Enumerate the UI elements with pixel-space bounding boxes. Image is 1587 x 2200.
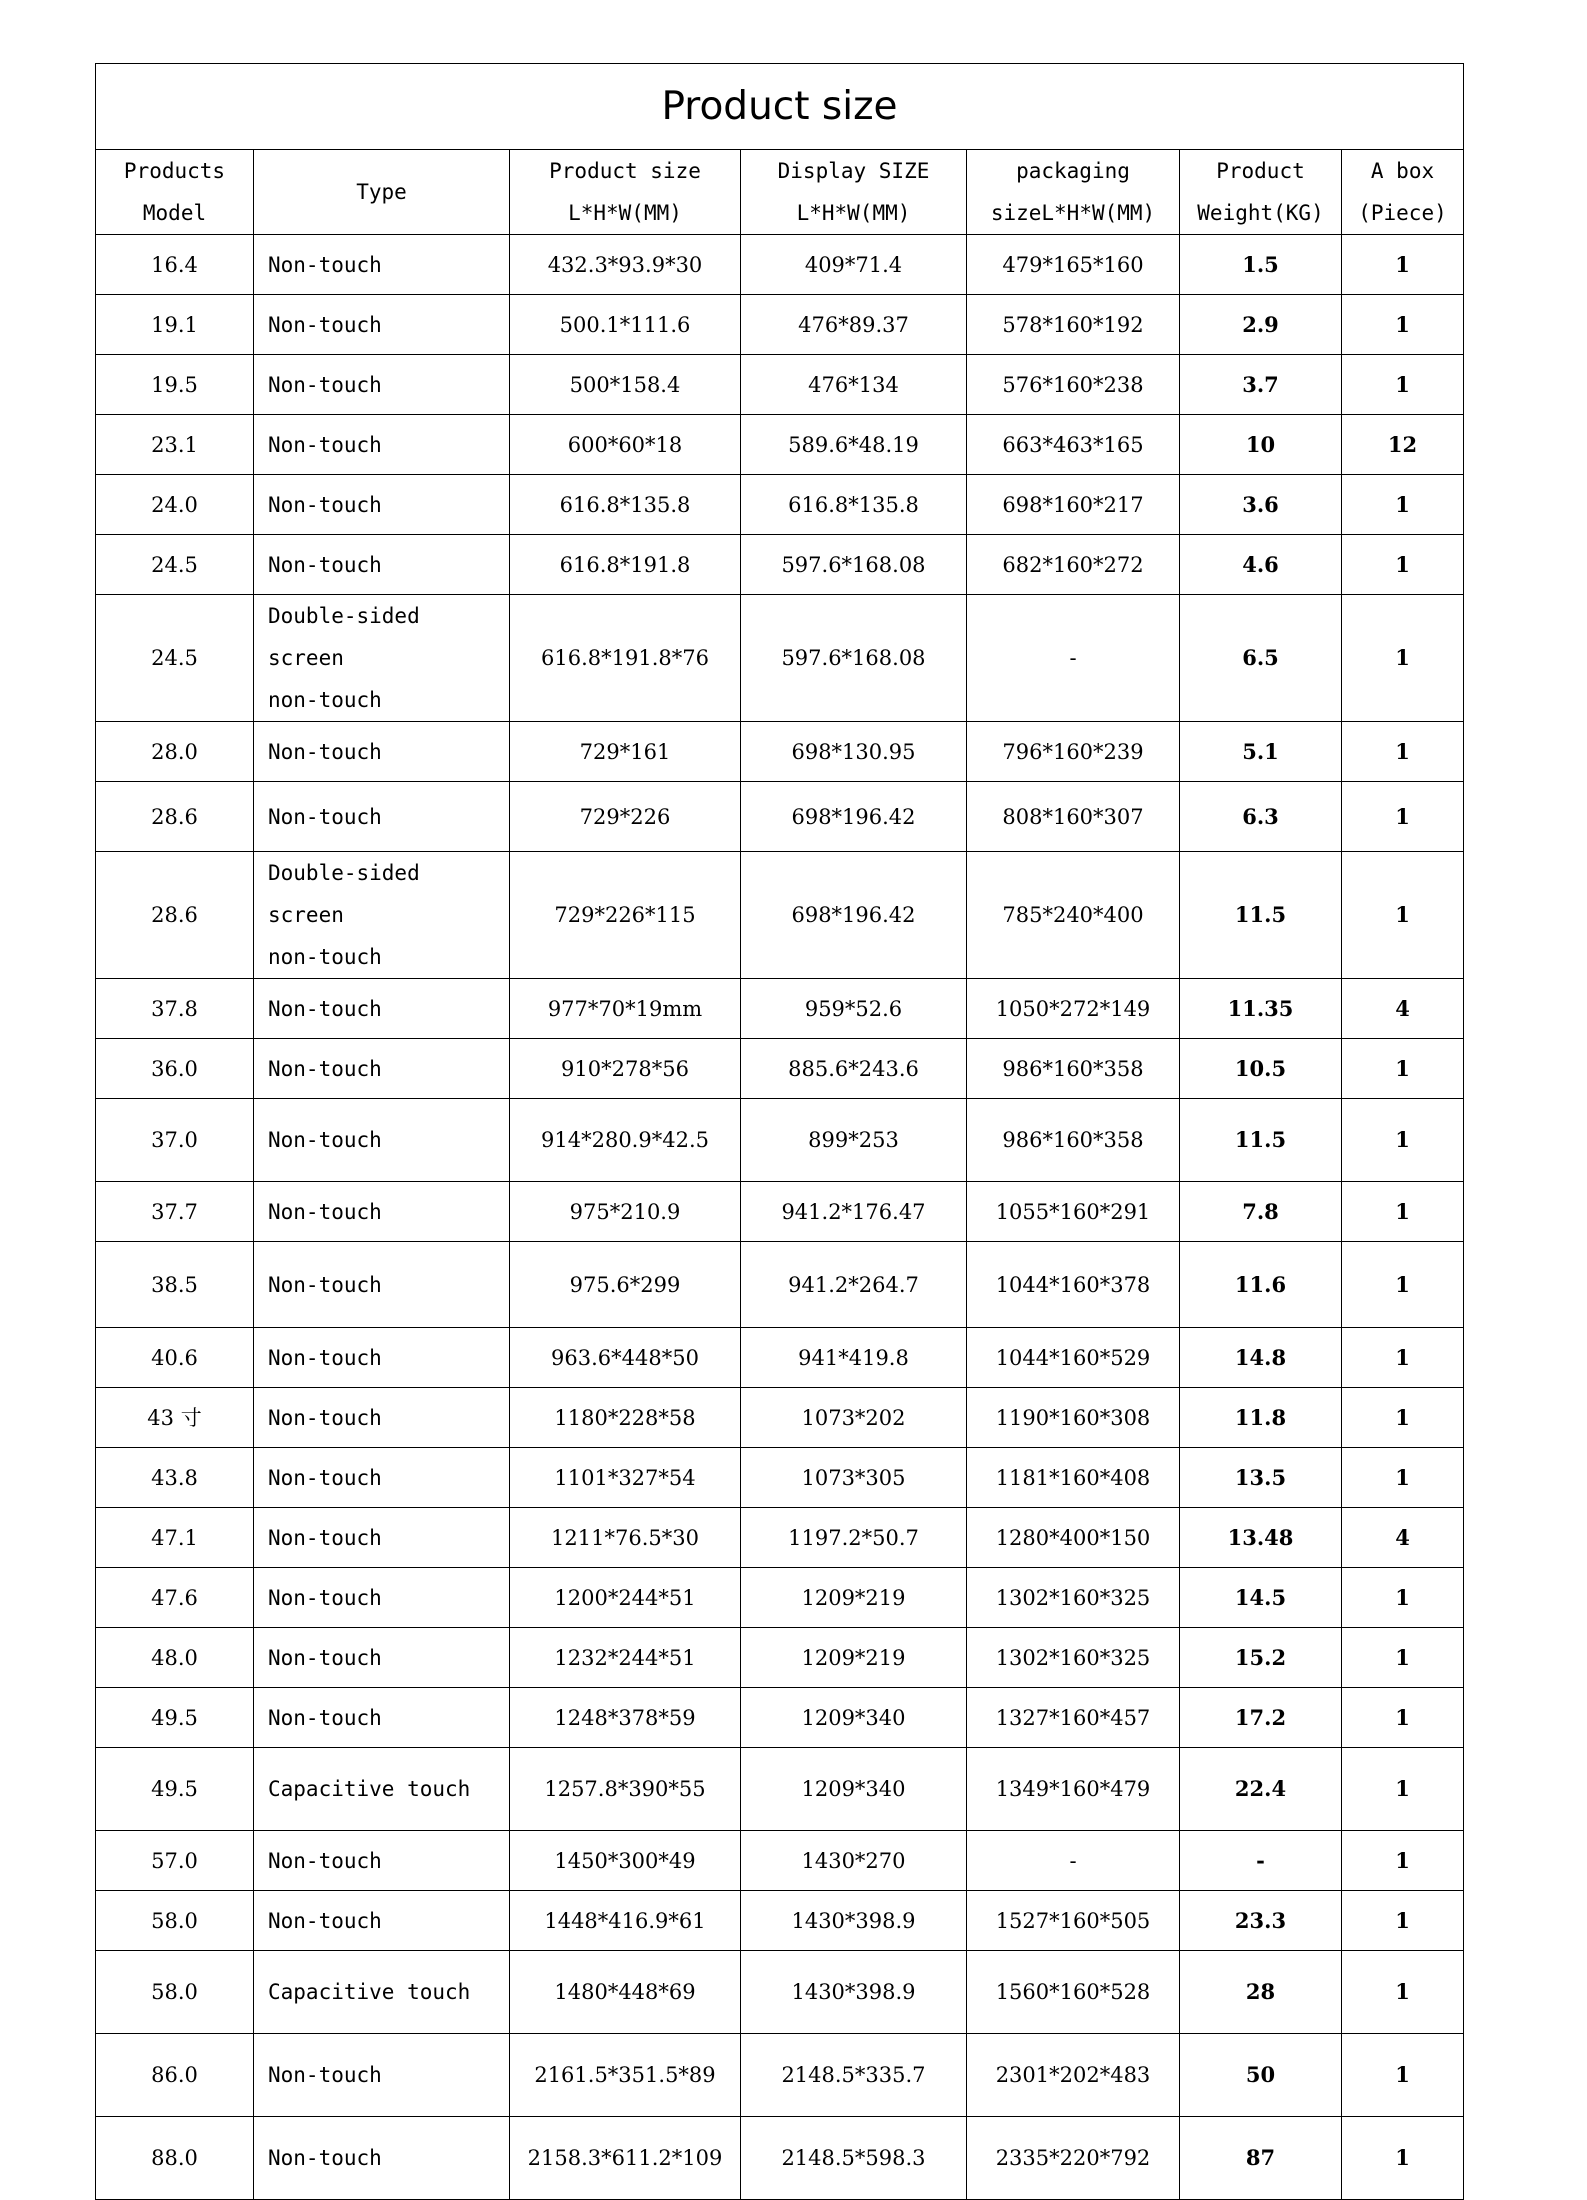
header-type-line1: Type (356, 180, 407, 204)
cell-model: 43 寸 (96, 1388, 254, 1448)
cell-type (254, 535, 510, 595)
header-box-line1: A box (1370, 159, 1435, 183)
table-row (96, 1628, 1464, 1688)
cell-model: 36.0 (96, 1039, 254, 1099)
table-row (96, 1748, 1464, 1831)
cell-packaging: 986*160*358 (967, 1039, 1180, 1099)
header-product-size-line1: Product size (549, 159, 701, 183)
cell-packaging: 796*160*239 (967, 722, 1180, 782)
cell-packaging: 698*160*217 (967, 475, 1180, 535)
cell-type (254, 1951, 510, 2034)
cell-weight: 4.6 (1180, 535, 1342, 595)
cell-product-size: 1448*416.9*61 (510, 1891, 741, 1951)
cell-model: 58.0 (96, 1951, 254, 2034)
cell-display-size: 698*196.42 (741, 782, 967, 852)
cell-box: 1 (1342, 1448, 1464, 1508)
cell-display-size: 1209*340 (741, 1748, 967, 1831)
cell-type (254, 979, 510, 1039)
cell-type (254, 1182, 510, 1242)
cell-display-size: 941.2*264.7 (741, 1242, 967, 1328)
cell-weight: 15.2 (1180, 1628, 1342, 1688)
cell-weight: 23.3 (1180, 1891, 1342, 1951)
cell-type (254, 1748, 510, 1831)
cell-type-line: Non-touch (268, 492, 382, 517)
cell-product-size: 975.6*299 (510, 1242, 741, 1328)
cell-weight: 5.1 (1180, 722, 1342, 782)
table-row (96, 355, 1464, 415)
cell-display-size: 409*71.4 (741, 235, 967, 295)
header-row (96, 150, 1464, 235)
cell-display-size: 698*130.95 (741, 722, 967, 782)
cell-type (254, 1242, 510, 1328)
cell-type (254, 1099, 510, 1182)
cell-model: 24.5 (96, 595, 254, 722)
cell-box: 1 (1342, 1688, 1464, 1748)
header-box (1342, 150, 1464, 235)
cell-weight: 2.9 (1180, 295, 1342, 355)
cell-weight: 11.5 (1180, 852, 1342, 979)
cell-product-size: 1480*448*69 (510, 1951, 741, 2034)
table-row (96, 2117, 1464, 2200)
cell-packaging: 1190*160*308 (967, 1388, 1180, 1448)
cell-product-size: 975*210.9 (510, 1182, 741, 1242)
cell-model: 48.0 (96, 1628, 254, 1688)
cell-weight: 3.7 (1180, 355, 1342, 415)
cell-packaging: 1302*160*325 (967, 1568, 1180, 1628)
cell-type-line: Capacitive touch (268, 1980, 471, 2004)
cell-packaging: 1349*160*479 (967, 1748, 1180, 1831)
cell-model: 58.0 (96, 1891, 254, 1951)
cell-weight: 6.3 (1180, 782, 1342, 852)
cell-packaging: 1280*400*150 (967, 1508, 1180, 1568)
cell-box: 1 (1342, 235, 1464, 295)
cell-packaging: 1327*160*457 (967, 1688, 1180, 1748)
cell-weight: 13.5 (1180, 1448, 1342, 1508)
cell-type-line: Non-touch (268, 1272, 382, 1297)
cell-type-line: Non-touch (268, 2063, 382, 2087)
cell-box: 12 (1342, 415, 1464, 475)
cell-box: 1 (1342, 1182, 1464, 1242)
table-row (96, 1831, 1464, 1891)
table-row (96, 1891, 1464, 1951)
cell-model: 24.5 (96, 535, 254, 595)
cell-type-line: Non-touch (268, 1645, 382, 1670)
cell-packaging: 986*160*358 (967, 1099, 1180, 1182)
cell-type (254, 1688, 510, 1748)
cell-weight: 14.5 (1180, 1568, 1342, 1628)
cell-model: 57.0 (96, 1831, 254, 1891)
cell-product-size: 1450*300*49 (510, 1831, 741, 1891)
cell-type-line: Non-touch (268, 1585, 382, 1610)
header-model-line2: Model (142, 201, 207, 225)
cell-box: 1 (1342, 1831, 1464, 1891)
cell-weight: 11.35 (1180, 979, 1342, 1039)
cell-packaging: 1302*160*325 (967, 1628, 1180, 1688)
cell-type (254, 1508, 510, 1568)
cell-type (254, 295, 510, 355)
header-model-line1: Products (123, 159, 226, 183)
cell-box: 1 (1342, 1242, 1464, 1328)
cell-type-line: non-touch (268, 688, 382, 712)
cell-packaging: 682*160*272 (967, 535, 1180, 595)
cell-type-line: Non-touch (268, 739, 382, 764)
cell-display-size: 1073*305 (741, 1448, 967, 1508)
cell-type-line: Double-sided screen (268, 861, 420, 927)
cell-display-size: 476*134 (741, 355, 967, 415)
cell-weight: 3.6 (1180, 475, 1342, 535)
cell-type (254, 1568, 510, 1628)
cell-model: 16.4 (96, 235, 254, 295)
cell-model: 37.0 (96, 1099, 254, 1182)
table-row (96, 535, 1464, 595)
cell-packaging: 785*240*400 (967, 852, 1180, 979)
cell-product-size: 1211*76.5*30 (510, 1508, 741, 1568)
table-row (96, 1508, 1464, 1568)
cell-weight: 17.2 (1180, 1688, 1342, 1748)
cell-type-line: Non-touch (268, 1465, 382, 1490)
table-row (96, 1688, 1464, 1748)
cell-type-line: Non-touch (268, 552, 382, 577)
cell-packaging: 1044*160*378 (967, 1242, 1180, 1328)
cell-product-size: 910*278*56 (510, 1039, 741, 1099)
cell-weight: 13.48 (1180, 1508, 1342, 1568)
cell-packaging: - (967, 595, 1180, 722)
cell-display-size: 1209*219 (741, 1628, 967, 1688)
cell-box: 1 (1342, 1328, 1464, 1388)
cell-type (254, 595, 510, 722)
cell-type-line: Non-touch (268, 1128, 382, 1152)
cell-packaging: 1560*160*528 (967, 1951, 1180, 2034)
cell-type-line: Non-touch (268, 1199, 382, 1224)
cell-box: 1 (1342, 1951, 1464, 2034)
cell-weight: 22.4 (1180, 1748, 1342, 1831)
cell-product-size: 2161.5*351.5*89 (510, 2034, 741, 2117)
cell-type-line: Non-touch (268, 1908, 382, 1933)
cell-box: 1 (1342, 1388, 1464, 1448)
cell-packaging: 808*160*307 (967, 782, 1180, 852)
header-box-line2: (Piece) (1358, 201, 1447, 225)
cell-model: 24.0 (96, 475, 254, 535)
cell-box: 1 (1342, 1748, 1464, 1831)
cell-product-size: 500.1*111.6 (510, 295, 741, 355)
header-display-size-line2: L*H*W(MM) (796, 201, 911, 225)
table-row (96, 1328, 1464, 1388)
header-display-size (741, 150, 967, 235)
cell-weight: 50 (1180, 2034, 1342, 2117)
cell-box: 4 (1342, 1508, 1464, 1568)
cell-packaging: 578*160*192 (967, 295, 1180, 355)
cell-type (254, 722, 510, 782)
cell-packaging: 1050*272*149 (967, 979, 1180, 1039)
cell-product-size: 2158.3*611.2*109 (510, 2117, 741, 2200)
cell-display-size: 1197.2*50.7 (741, 1508, 967, 1568)
header-type (254, 150, 510, 235)
cell-type (254, 2117, 510, 2200)
cell-weight: 11.5 (1180, 1099, 1342, 1182)
header-packaging (967, 150, 1180, 235)
table-row (96, 1039, 1464, 1099)
cell-product-size: 914*280.9*42.5 (510, 1099, 741, 1182)
cell-box: 1 (1342, 782, 1464, 852)
cell-display-size: 1430*398.9 (741, 1951, 967, 2034)
cell-type (254, 1039, 510, 1099)
cell-product-size: 1200*244*51 (510, 1568, 741, 1628)
cell-type-line: Non-touch (268, 1848, 382, 1873)
table-row (96, 595, 1464, 722)
cell-packaging: 1527*160*505 (967, 1891, 1180, 1951)
cell-type (254, 1448, 510, 1508)
cell-box: 1 (1342, 722, 1464, 782)
cell-type (254, 1388, 510, 1448)
header-packaging-line1: packaging (1016, 159, 1130, 183)
table-row (96, 1182, 1464, 1242)
header-weight-line1: Product (1216, 159, 1305, 183)
cell-type (254, 1831, 510, 1891)
cell-type-line: Non-touch (268, 1405, 382, 1430)
cell-type-line: Non-touch (268, 804, 382, 829)
cell-display-size: 1073*202 (741, 1388, 967, 1448)
cell-product-size: 977*70*19mm (510, 979, 741, 1039)
cell-packaging: 576*160*238 (967, 355, 1180, 415)
header-packaging-line2: sizeL*H*W(MM) (990, 201, 1156, 225)
cell-type (254, 2034, 510, 2117)
cell-packaging: 479*165*160 (967, 235, 1180, 295)
cell-weight: 87 (1180, 2117, 1342, 2200)
cell-product-size: 1257.8*390*55 (510, 1748, 741, 1831)
cell-type (254, 852, 510, 979)
cell-box: 1 (1342, 2034, 1464, 2117)
cell-display-size: 476*89.37 (741, 295, 967, 355)
cell-box: 1 (1342, 595, 1464, 722)
cell-type-line: Non-touch (268, 1525, 382, 1550)
cell-product-size: 616.8*135.8 (510, 475, 741, 535)
product-size-table (95, 63, 1464, 2200)
table-row (96, 979, 1464, 1039)
cell-box: 4 (1342, 979, 1464, 1039)
table-row (96, 1242, 1464, 1328)
cell-type-line: Non-touch (268, 2146, 382, 2170)
cell-model: 47.6 (96, 1568, 254, 1628)
cell-model: 88.0 (96, 2117, 254, 2200)
table-row (96, 852, 1464, 979)
cell-weight: 7.8 (1180, 1182, 1342, 1242)
cell-packaging: 1181*160*408 (967, 1448, 1180, 1508)
cell-product-size: 1248*378*59 (510, 1688, 741, 1748)
cell-type-line: Non-touch (268, 996, 382, 1021)
cell-model: 37.7 (96, 1182, 254, 1242)
table-row (96, 782, 1464, 852)
cell-display-size: 597.6*168.08 (741, 595, 967, 722)
cell-model: 37.8 (96, 979, 254, 1039)
header-display-size-line1: Display SIZE (777, 159, 930, 183)
cell-weight: 10.5 (1180, 1039, 1342, 1099)
cell-product-size: 616.8*191.8 (510, 535, 741, 595)
cell-box: 1 (1342, 1891, 1464, 1951)
cell-product-size: 729*226*115 (510, 852, 741, 979)
cell-weight: 11.8 (1180, 1388, 1342, 1448)
table-row (96, 1099, 1464, 1182)
cell-display-size: 589.6*48.19 (741, 415, 967, 475)
cell-type-line: non-touch (268, 945, 382, 969)
cell-model: 47.1 (96, 1508, 254, 1568)
cell-type (254, 355, 510, 415)
header-product-size (510, 150, 741, 235)
table-row (96, 1448, 1464, 1508)
cell-model: 49.5 (96, 1688, 254, 1748)
cell-weight: 1.5 (1180, 235, 1342, 295)
cell-type (254, 1328, 510, 1388)
cell-model: 28.0 (96, 722, 254, 782)
header-weight-line2: Weight(KG) (1197, 201, 1324, 225)
cell-type (254, 1628, 510, 1688)
cell-box: 1 (1342, 535, 1464, 595)
cell-product-size: 500*158.4 (510, 355, 741, 415)
cell-product-size: 729*226 (510, 782, 741, 852)
cell-type-line: Non-touch (268, 432, 382, 457)
header-product-size-line2: L*H*W(MM) (568, 201, 682, 225)
cell-display-size: 2148.5*335.7 (741, 2034, 967, 2117)
cell-box: 1 (1342, 475, 1464, 535)
cell-box: 1 (1342, 2117, 1464, 2200)
cell-packaging: - (967, 1831, 1180, 1891)
header-model (96, 150, 254, 235)
cell-box: 1 (1342, 1568, 1464, 1628)
table-row (96, 295, 1464, 355)
cell-display-size: 1430*270 (741, 1831, 967, 1891)
cell-product-size: 616.8*191.8*76 (510, 595, 741, 722)
cell-type (254, 235, 510, 295)
table-row (96, 235, 1464, 295)
cell-box: 1 (1342, 295, 1464, 355)
cell-product-size: 963.6*448*50 (510, 1328, 741, 1388)
cell-packaging: 1044*160*529 (967, 1328, 1180, 1388)
cell-model: 19.1 (96, 295, 254, 355)
cell-type-line: Non-touch (268, 1705, 382, 1730)
cell-model: 38.5 (96, 1242, 254, 1328)
cell-display-size: 616.8*135.8 (741, 475, 967, 535)
table-row (96, 415, 1464, 475)
cell-box: 1 (1342, 1039, 1464, 1099)
cell-display-size: 2148.5*598.3 (741, 2117, 967, 2200)
cell-display-size: 899*253 (741, 1099, 967, 1182)
cell-weight: 6.5 (1180, 595, 1342, 722)
cell-model: 43.8 (96, 1448, 254, 1508)
table-row (96, 722, 1464, 782)
table-row (96, 1951, 1464, 2034)
cell-weight: - (1180, 1831, 1342, 1891)
table-row (96, 1568, 1464, 1628)
cell-box: 1 (1342, 355, 1464, 415)
cell-product-size: 729*161 (510, 722, 741, 782)
cell-packaging: 1055*160*291 (967, 1182, 1180, 1242)
cell-weight: 14.8 (1180, 1328, 1342, 1388)
cell-model: 40.6 (96, 1328, 254, 1388)
cell-display-size: 941*419.8 (741, 1328, 967, 1388)
cell-type-line: Non-touch (268, 372, 382, 397)
cell-product-size: 600*60*18 (510, 415, 741, 475)
cell-box: 1 (1342, 1628, 1464, 1688)
cell-model: 23.1 (96, 415, 254, 475)
cell-display-size: 1209*219 (741, 1568, 967, 1628)
cell-type (254, 475, 510, 535)
cell-display-size: 959*52.6 (741, 979, 967, 1039)
cell-packaging: 663*463*165 (967, 415, 1180, 475)
cell-type-line: Capacitive touch (268, 1777, 471, 1801)
cell-model: 49.5 (96, 1748, 254, 1831)
cell-model: 86.0 (96, 2034, 254, 2117)
cell-type-line: Non-touch (268, 312, 382, 337)
cell-display-size: 1209*340 (741, 1688, 967, 1748)
cell-product-size: 1180*228*58 (510, 1388, 741, 1448)
cell-packaging: 2335*220*792 (967, 2117, 1180, 2200)
cell-weight: 28 (1180, 1951, 1342, 2034)
cell-display-size: 1430*398.9 (741, 1891, 967, 1951)
cell-type-line: Non-touch (268, 252, 382, 277)
header-weight (1180, 150, 1342, 235)
table-row (96, 1388, 1464, 1448)
cell-type-line: Non-touch (268, 1345, 382, 1370)
cell-box: 1 (1342, 1099, 1464, 1182)
cell-type (254, 1891, 510, 1951)
cell-product-size: 432.3*93.9*30 (510, 235, 741, 295)
cell-product-size: 1101*327*54 (510, 1448, 741, 1508)
cell-weight: 10 (1180, 415, 1342, 475)
table-row (96, 475, 1464, 535)
cell-type (254, 782, 510, 852)
cell-display-size: 597.6*168.08 (741, 535, 967, 595)
cell-type-line: Double-sided screen (268, 604, 420, 670)
table-title: Product size (96, 64, 1464, 150)
cell-model: 19.5 (96, 355, 254, 415)
cell-box: 1 (1342, 852, 1464, 979)
cell-model: 28.6 (96, 782, 254, 852)
cell-display-size: 698*196.42 (741, 852, 967, 979)
cell-model: 28.6 (96, 852, 254, 979)
cell-product-size: 1232*244*51 (510, 1628, 741, 1688)
table-row (96, 2034, 1464, 2117)
cell-type (254, 415, 510, 475)
cell-packaging: 2301*202*483 (967, 2034, 1180, 2117)
cell-type-line: Non-touch (268, 1056, 382, 1081)
cell-display-size: 885.6*243.6 (741, 1039, 967, 1099)
cell-display-size: 941.2*176.47 (741, 1182, 967, 1242)
cell-weight: 11.6 (1180, 1242, 1342, 1328)
